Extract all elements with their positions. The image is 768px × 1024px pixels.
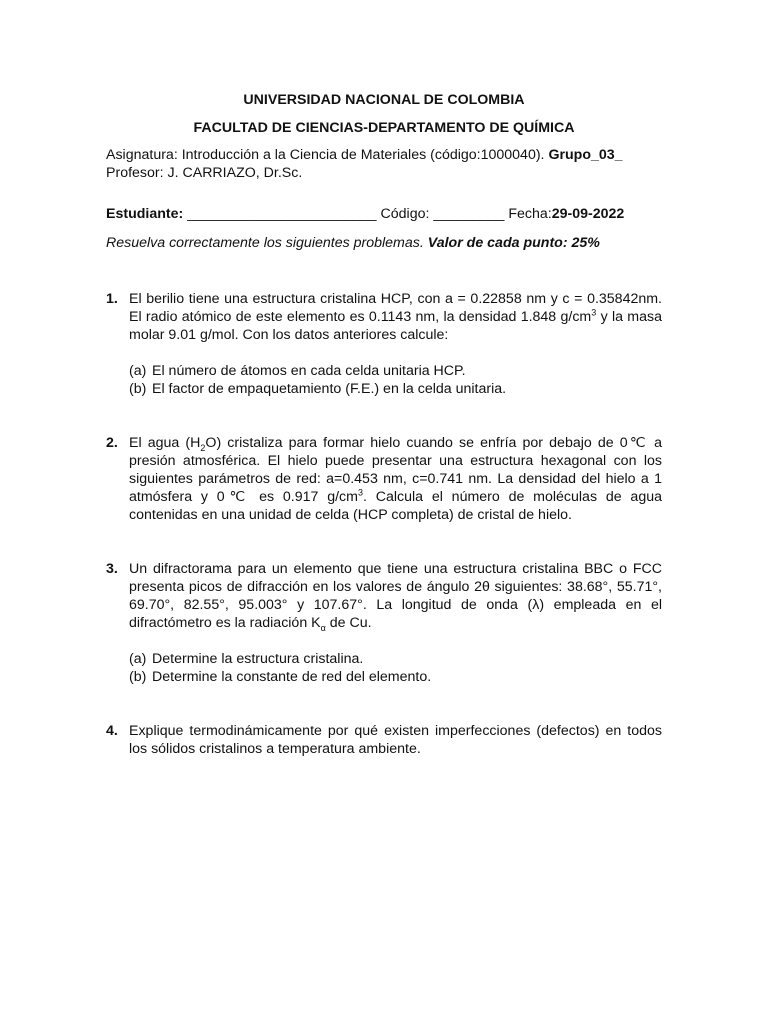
- date-label: Fecha:: [508, 206, 552, 222]
- question-number: 4.: [106, 723, 118, 739]
- student-blank: ________________________: [187, 206, 377, 222]
- text-part: Un difractorama para un elemento que tiene una estructura cristalina BBC o FCC presenta picos de difracción en los valores de ángulo 2θ siguientes: 38.68°, 55.71°, 69.70°, 82.55°, 95.003° y 107.67°. La longitud de onda (λ) empleada en el difractómetro es la radiación K: [129, 561, 662, 631]
- question-number: 1.: [106, 291, 118, 307]
- question-text: [129, 434, 662, 524]
- text-part: de Cu.: [325, 615, 372, 631]
- instructions-text: Resuelva correctamente los siguientes problemas.: [106, 235, 424, 251]
- value-text: Valor de cada punto: 25%: [427, 235, 600, 251]
- faculty-title: FACULTAD DE CIENCIAS-DEPARTAMENTO DE QUÍMICA: [193, 120, 575, 136]
- subquestion-text: El número de átomos en cada celda unitaria HCP.: [152, 363, 466, 379]
- text-part: . Calcula el número de moléculas de agua contenidas en una unidad de celda (HCP completa) de cristal de hielo.: [129, 489, 662, 523]
- student-label: Estudiante:: [106, 206, 184, 222]
- superscript: 3: [591, 307, 597, 318]
- instructions: [106, 234, 666, 252]
- text-part: y la masa molar 9.01 g/mol. Con los datos anteriores calcule:: [129, 309, 662, 343]
- text-part: El berilio tiene una estructura cristalina HCP, con a = 0.22858 nm y c = 0.35842nm. El radio atómico de este elemento es 0.1143 nm, la densidad 1.848 g/cm: [129, 291, 662, 325]
- code-blank: _________: [433, 206, 505, 222]
- subquestion-label: (b): [129, 669, 147, 685]
- course-info: [106, 146, 666, 182]
- subquestion-text: Determine la estructura cristalina.: [152, 651, 364, 667]
- question-number: 2.: [106, 435, 118, 451]
- text-part: O) cristaliza para formar hielo cuando se enfría por debajo de 0℃ a presión atmosférica. El hielo puede presentar una estructura hexagonal con los siguientes parámetros de red: a=0.453 nm, c=0.741 nm. La densidad del hielo a 1 atmósfera y 0℃ es 0.917 g/cm: [129, 435, 662, 505]
- subquestion-text: El factor de empaquetamiento (F.E.) en la celda unitaria.: [152, 381, 507, 397]
- university-title: UNIVERSIDAD NACIONAL DE COLOMBIA: [243, 92, 525, 108]
- professor-line: Profesor: J. CARRIAZO, Dr.Sc.: [106, 165, 303, 181]
- subscript: 2: [200, 442, 206, 453]
- group-label: Grupo_03_: [548, 147, 623, 163]
- subquestion-label: (b): [129, 381, 147, 397]
- subject-line: [106, 146, 666, 164]
- question-text: [129, 560, 662, 632]
- subquestion-text: Determine la constante de red del elemento.: [152, 669, 432, 685]
- subquestion-label: (a): [129, 363, 147, 379]
- question-text: [129, 290, 662, 344]
- question-number: 3.: [106, 561, 118, 577]
- code-label: Código:: [380, 206, 430, 222]
- subquestion-a: [129, 650, 662, 668]
- question-text: Explique termodinámicamente por qué existen imperfecciones (defectos) en todos los sólidos cristalinos a temperatura ambiente.: [129, 723, 662, 757]
- subscript: α: [320, 622, 326, 633]
- superscript: 3: [357, 487, 363, 498]
- date-value: 29-09-2022: [551, 206, 625, 222]
- subquestion-a: [129, 362, 662, 380]
- subquestion-b: [129, 380, 662, 398]
- subquestion-b: [129, 668, 662, 686]
- student-line: [106, 205, 666, 223]
- subject-label: Asignatura: Introducción a la Ciencia de Materiales (código:1000040).: [106, 147, 545, 163]
- subquestion-label: (a): [129, 651, 147, 667]
- text-part: El agua (H: [129, 435, 201, 451]
